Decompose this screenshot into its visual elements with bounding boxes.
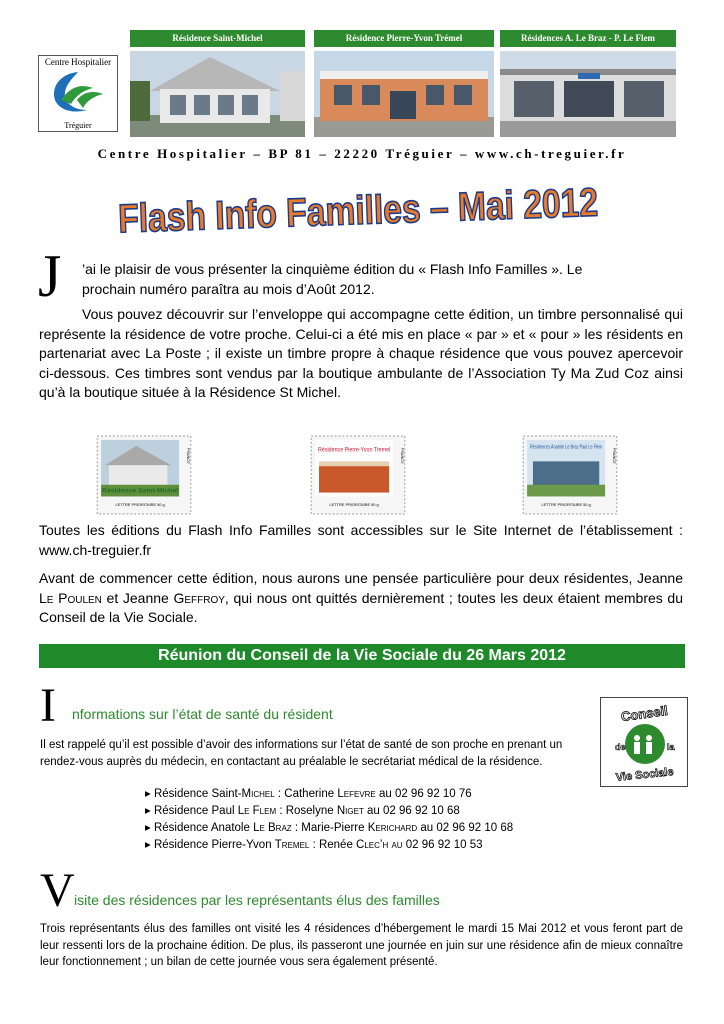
stamp-tremel <box>310 436 406 514</box>
memory-text-2: et Jeanne <box>101 589 174 606</box>
stamp-le-braz <box>522 436 618 514</box>
stamp-side: FRANCE <box>185 447 191 464</box>
stamp-label: Résidence Pierre-Yvon Tremel <box>318 446 391 454</box>
stamp-footer: LETTRE PRIORITAIRE 50 g <box>115 502 165 508</box>
residence-tremel-photo <box>314 51 494 137</box>
conseil-vie-sociale-badge <box>600 697 688 787</box>
info-paragraph: Il est rappelé qu’il est possible d’avoir des informations sur l’état de santé de son proche en prenant un rendez-vous auprès du médecin, en contactant au préalable le secrétariat médical de la résidence. <box>40 739 563 768</box>
section-title-bar: Réunion du Conseil de la Vie Sociale du 26 Mars 2012 <box>39 644 685 668</box>
site-paragraph: Toutes les éditions du Flash Info Familles sont accessibles sur le Site Internet de l’établissement : www.ch-treguier.fr <box>39 522 683 558</box>
logo-subtitle: Tréguier <box>64 121 92 130</box>
hospital-address: Centre Hospitalier – BP 81 – 22220 Tréguier – www.ch-treguier.fr <box>97 146 627 161</box>
hospital-logo <box>38 55 118 132</box>
logo-title: Centre Hospitalier <box>44 57 112 67</box>
resident-name-1: Le Poulen <box>39 589 102 606</box>
memory-text-1: Avant de commencer cette édition, nous aurons une pensée particulière pour deux résidentes, Jeanne <box>39 570 683 586</box>
residence-tab-le-braz: Résidences A. Le Braz - P. Le Flem <box>500 30 676 47</box>
contact-item: ▸ Résidence Anatole Le Braz : Marie-Pierre Kerichard au 02 96 92 10 68 <box>145 822 514 834</box>
memory-text-3: , qui nous ont quittés dernièrement ; toutes les deux étaient membres du Conseil de la Vie Sociale. <box>39 589 684 625</box>
info-initial: I <box>40 679 56 732</box>
stamp-side: FRANCE <box>611 447 617 464</box>
stamp-saint-michel <box>96 436 192 514</box>
badge-la: la <box>667 742 675 752</box>
residence-tab-tremel: Résidence Pierre-Yvon Trémel <box>314 30 494 47</box>
contact-list <box>145 786 513 854</box>
badge-de: de <box>615 742 626 752</box>
intro-line-2: prochain numéro paraîtra au mois d’Août 2012. <box>82 281 375 297</box>
stamp-footer: LETTRE PRIORITAIRE 50 g <box>541 502 591 508</box>
stamp-side: FRANCE <box>399 447 405 464</box>
stamp-label: Résidence Saint-Michel <box>102 487 179 495</box>
visit-paragraph: Trois représentants élus des familles ont visité les 4 résidences d’hébergement le mardi 15 Mai 2012 et vous feront part de leur ressenti lors de la prochaine édition. De plus, ils passeront une journée en juin sur une résidence afin de mieux connaître leur fonctionnement ; un bilan de cette journée vous sera également présenté. <box>40 923 683 968</box>
stamp-footer: LETTRE PRIORITAIRE 50 g <box>329 502 379 508</box>
intro-dropcap: J <box>38 243 62 309</box>
contact-item: ▸ Résidence Pierre-Yvon Tremel : Renée Clec’h au 02 96 92 10 53 <box>145 839 483 851</box>
residence-saint-michel-photo <box>130 51 305 137</box>
memory-paragraph <box>39 569 683 628</box>
visit-heading: isite des résidences par les représentants élus des familles <box>74 892 440 908</box>
intro-paragraph: Vous pouvez découvrir sur l’enveloppe qui accompagne cette édition, un timbre personnalisé qui représente la résidence de votre proche. Celui-ci a été mis en place « par » et « pour » les résidents en partenariat avec La Poste ; il existe un timbre propre à chaque résidence que vous pouvez apercevoir ci-dessous. Ces timbres sont vendus par la boutique ambulante de l’Association Ty Ma Zud Coz ainsi qu’à la boutique située à la Résidence St Michel. <box>39 306 683 400</box>
intro-line-1: ’ai le plaisir de vous présenter la cinquième édition du « Flash Info Familles ». Le <box>82 261 583 277</box>
badge-conseil: Conseil <box>620 702 669 725</box>
contact-item: ▸ Résidence Paul Le Flem : Roselyne Niget au 02 96 92 10 68 <box>145 805 460 817</box>
info-heading: nformations sur l’état de santé du résident <box>72 706 333 722</box>
page-title <box>108 177 690 242</box>
hospital-logo-icon <box>47 70 109 114</box>
visit-initial: V <box>40 864 75 917</box>
resident-name-2: Geffroy <box>173 589 225 606</box>
contact-item: ▸ Résidence Saint-Michel : Catherine Lefevre au 02 96 92 10 76 <box>145 788 472 800</box>
stamp-label: Résidences Anatole Le Braz Paul Le Flem <box>530 444 603 451</box>
page-title-text: Flash Info Familles – Mai 2012 <box>117 177 690 242</box>
residence-le-braz-photo <box>500 51 676 137</box>
badge-vie-sociale: Vie Sociale <box>615 766 675 785</box>
conseil-badge-icon <box>601 698 687 786</box>
residence-tab-saint-michel: Résidence Saint-Michel <box>130 30 305 47</box>
